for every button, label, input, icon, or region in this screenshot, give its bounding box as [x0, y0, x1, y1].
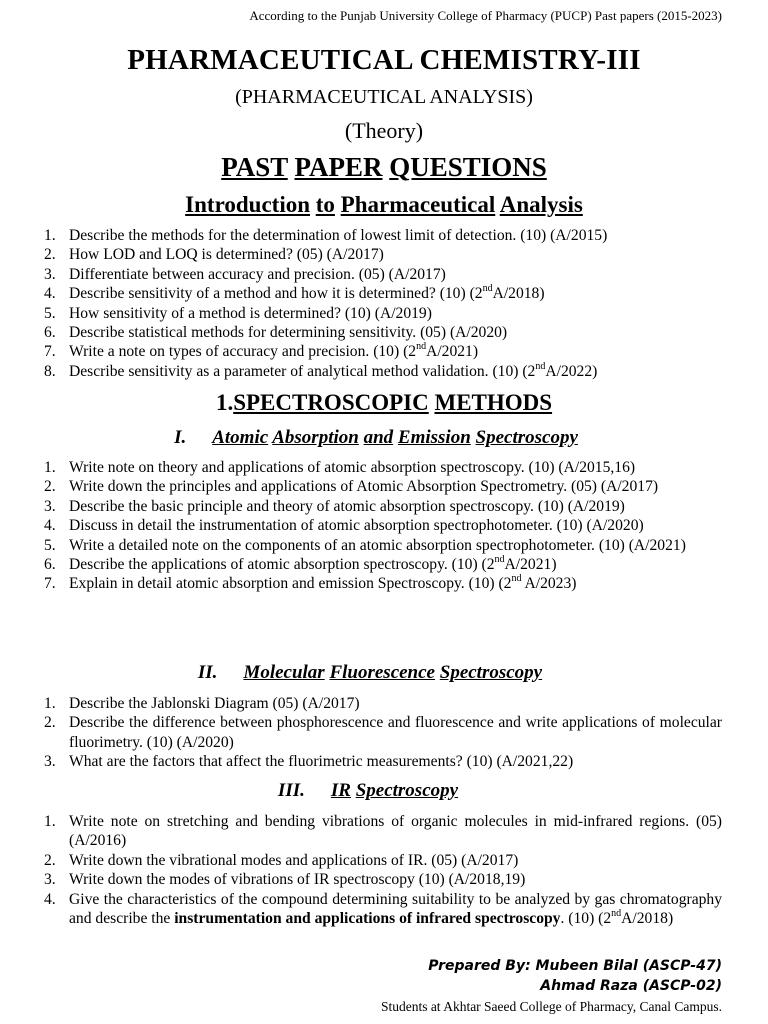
question-text: Give the characteristics of the compound determining suitability to be analyzed by gas chromatography and describe the: [69, 890, 722, 928]
heading-word: and: [363, 427, 394, 448]
question-number: 2.: [44, 478, 56, 496]
question-text: Write a detailed note on the components of an atomic absorption spectrophotometer. (10) (A/2021): [69, 536, 686, 554]
ordinal-suffix: nd: [535, 360, 546, 372]
past-paper-heading: [0, 152, 768, 183]
subsection-number: II.: [197, 662, 218, 683]
question-text: Describe the methods for the determination of lowest limit of detection. (10) (A/2015): [69, 227, 608, 244]
heading-word: to: [315, 192, 335, 217]
question-item: [44, 851, 722, 870]
heading-word: QUESTIONS: [389, 152, 547, 182]
heading-word: Spectroscopy: [439, 662, 543, 683]
heading-word: Spectroscopy: [475, 427, 578, 448]
question-emphasis: instrumentation and applications of infrared spectroscopy: [174, 910, 561, 928]
question-text: Describe the Jablonski Diagram (05) (A/2017): [69, 695, 360, 712]
document-subtitle: (PHARMACEUTICAL ANALYSIS): [235, 86, 533, 108]
heading-word: SPECTROSCOPIC: [233, 390, 429, 415]
question-text: Describe sensitivity as a parameter of analytical method validation. (10) (2: [69, 362, 536, 380]
question-number: 6.: [44, 324, 56, 342]
heading-word: PAST: [221, 152, 288, 182]
question-item: [44, 226, 722, 245]
question-text: Write down the modes of vibrations of IR spectroscopy (10) (A/2018,19): [69, 871, 526, 889]
question-text: Describe the applications of atomic absorption spectroscopy. (10) (2: [69, 556, 495, 574]
heading-word: Atomic: [212, 427, 269, 448]
question-item: [44, 342, 722, 361]
question-text-end: A/2018): [621, 910, 674, 928]
question-number: 5.: [44, 536, 56, 554]
question-item: [44, 574, 722, 593]
students-note: Students at Akhtar Saeed College of Pharmacy, Canal Campus.: [380, 999, 722, 1014]
question-item: [44, 265, 722, 284]
question-item: [44, 694, 722, 713]
question-item: [44, 812, 722, 851]
question-text: Explain in detail atomic absorption and emission Spectroscopy. (10) (2: [69, 575, 512, 593]
question-text-cont: . (10) (2: [560, 910, 612, 928]
heading-word: Molecular: [243, 662, 325, 683]
document-title: PHARMACEUTICAL CHEMISTRY-III: [127, 44, 641, 76]
question-text: Write down the principles and applications of Atomic Absorption Spectrometry. (05) (A/2017): [69, 478, 659, 496]
question-number: 6.: [44, 556, 56, 574]
question-number: 2.: [44, 851, 56, 869]
heading-word: Spectroscopy: [355, 780, 459, 801]
question-text: Describe sensitivity of a method and how it is determined? (10) (2: [69, 285, 483, 303]
ordinal-suffix: nd: [611, 907, 622, 919]
heading-word: Absorption: [272, 427, 359, 448]
intro-question-list: [44, 226, 722, 381]
question-number: 3.: [44, 497, 56, 515]
question-text: Describe statistical methods for determining sensitivity. (05) (A/2020): [69, 324, 508, 342]
heading-word: Introduction: [185, 192, 310, 217]
question-item: [44, 477, 722, 496]
question-number: 1.: [44, 695, 56, 712]
ordinal-suffix: nd: [482, 283, 493, 295]
question-text: Discuss in detail the instrumentation of atomic absorption spectrophotometer. (10) (A/2020): [69, 517, 644, 535]
question-number: 3.: [44, 753, 56, 771]
question-item: [44, 323, 722, 342]
question-text-end: A/2023): [521, 575, 577, 593]
question-number: 8.: [44, 362, 56, 380]
question-number: 1.: [44, 227, 56, 244]
second-author: Ahmad Raza (ASCP-02): [540, 978, 722, 994]
question-text-end: A/2021): [426, 343, 479, 361]
question-item: [44, 362, 722, 381]
subsection-3-heading: [0, 780, 752, 802]
question-item: [44, 713, 722, 752]
question-item: [44, 458, 722, 477]
question-text: Write down the vibrational modes and applications of IR. (05) (A/2017): [69, 851, 519, 869]
ordinal-suffix: nd: [511, 573, 522, 585]
question-number: 7.: [44, 575, 56, 593]
question-number: 1.: [44, 813, 56, 830]
question-text: Write a note on types of accuracy and precision. (10) (2: [69, 343, 417, 361]
question-text: How sensitivity of a method is determined? (10) (A/2019): [69, 304, 432, 322]
question-item: [44, 516, 722, 535]
question-text: Describe the basic principle and theory of atomic absorption spectroscopy. (10) (A/2019): [69, 497, 625, 515]
heading-word: Fluorescence: [329, 662, 435, 683]
section-number: 1.: [215, 390, 234, 415]
question-item: [44, 304, 722, 323]
question-item: [44, 890, 722, 929]
subsection-number: III.: [277, 780, 305, 801]
question-number: 7.: [44, 343, 56, 361]
question-text-end: A/2022): [545, 362, 598, 380]
question-number: 2.: [44, 246, 56, 264]
section-1-heading: [0, 390, 768, 416]
subsection-3-question-list: [44, 812, 722, 928]
question-text: What are the factors that affect the fluorimetric measurements? (10) (A/2021,22): [69, 753, 574, 771]
subsection-1-question-list: [44, 458, 722, 594]
heading-word: Analysis: [499, 192, 583, 217]
ordinal-suffix: nd: [416, 341, 427, 353]
question-text-end: A/2021): [504, 556, 557, 574]
question-text: Describe the difference between phosphorescence and fluorescence and write applications of molecular fluorimetry. (10) (A/2020): [69, 714, 722, 751]
question-number: 5.: [44, 304, 56, 322]
intro-heading: [0, 192, 768, 218]
question-item: [44, 284, 722, 303]
question-text: Write note on theory and applications of atomic absorption spectroscopy. (10) (A/2015,16): [69, 459, 636, 476]
question-number: 4.: [44, 285, 56, 303]
heading-word: Emission: [397, 427, 471, 448]
question-number: 2.: [44, 714, 56, 732]
question-item: [44, 497, 722, 516]
question-item: [44, 555, 722, 574]
question-number: 1.: [44, 459, 56, 476]
top-note: According to the Punjab University College of Pharmacy (PUCP) Past papers (2015-2023): [249, 8, 722, 23]
question-number: 4.: [44, 517, 56, 535]
document-theory-label: (Theory): [344, 118, 424, 143]
heading-word: IR: [330, 780, 351, 801]
question-text: Differentiate between accuracy and precision. (05) (A/2017): [69, 265, 446, 283]
subsection-1-heading: [0, 427, 760, 449]
subsection-2-heading: [0, 662, 754, 684]
heading-word: METHODS: [434, 390, 553, 415]
question-item: [44, 870, 722, 889]
question-item: [44, 536, 722, 555]
question-item: [44, 245, 722, 264]
question-text: Write note on stretching and bending vibrations of organic molecules in mid-infrared regions. (05) (A/2016): [69, 813, 722, 850]
subsection-number: I.: [174, 427, 187, 448]
question-text: How LOD and LOQ is determined? (05) (A/2017): [69, 246, 384, 264]
ordinal-suffix: nd: [494, 553, 505, 565]
question-number: 4.: [44, 890, 56, 908]
heading-word: PAPER: [294, 152, 383, 182]
question-number: 3.: [44, 871, 56, 889]
question-item: [44, 752, 722, 771]
prepared-by: Prepared By: Mubeen Bilal (ASCP-47): [428, 958, 722, 974]
subsection-2-question-list: [44, 694, 722, 772]
question-text-end: A/2018): [492, 285, 545, 303]
heading-word: Pharmaceutical: [340, 192, 496, 217]
question-number: 3.: [44, 265, 56, 283]
